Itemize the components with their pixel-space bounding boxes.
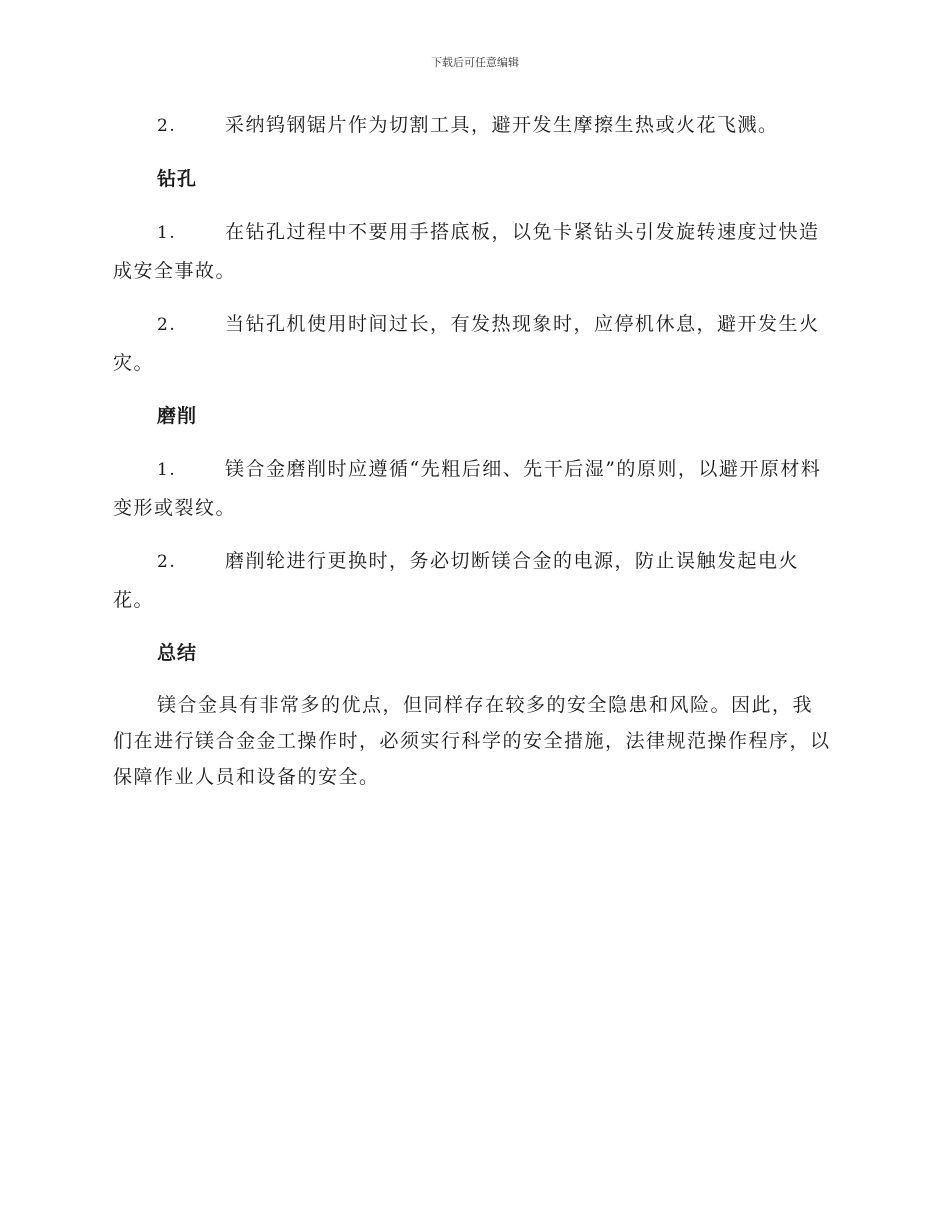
cutting-item-2 <box>113 106 833 145</box>
drilling-item-2 <box>113 305 833 382</box>
grinding-item-1 <box>113 450 833 527</box>
section-heading-summary: 总结 <box>157 642 198 664</box>
item-number: 1. <box>157 460 177 480</box>
item-text: 在钻孔过程中不要用手搭底板，以免卡紧钻头引发旋转速度过快造成安全事故。 <box>113 221 820 282</box>
item-text: 镁合金磨削时应遵循“先粗后细、先干后湿”的原则，以避开原材料变形或裂纹。 <box>113 458 822 519</box>
item-text: 当钻孔机使用时间过长，有发热现象时，应停机休息，避开发生火灾。 <box>113 313 820 374</box>
summary-paragraph: 镁合金具有非常多的优点，但同样存在较多的安全隐患和风险。因此，我们在进行镁合金金工操作时，必须实行科学的安全措施，法律规范操作程序，以保障作业人员和设备的安全。 <box>113 694 831 788</box>
drilling-item-1 <box>113 213 833 290</box>
section-heading-drilling: 钻孔 <box>157 168 198 190</box>
item-number: 2. <box>157 116 177 136</box>
item-text: 采纳钨钢锯片作为切割工具，避开发生摩擦生热或火花飞溅。 <box>225 114 779 136</box>
item-number: 2. <box>157 552 177 572</box>
section-heading-grinding: 磨削 <box>157 405 198 427</box>
item-number: 2. <box>157 315 177 335</box>
item-text: 磨削轮进行更换时，务必切断镁合金的电源，防止误触发起电火花。 <box>113 550 800 611</box>
document-body <box>113 106 833 795</box>
item-number: 1. <box>157 223 177 243</box>
page-header-note: 下载后可任意编辑 <box>431 56 519 69</box>
grinding-item-2 <box>113 542 833 619</box>
